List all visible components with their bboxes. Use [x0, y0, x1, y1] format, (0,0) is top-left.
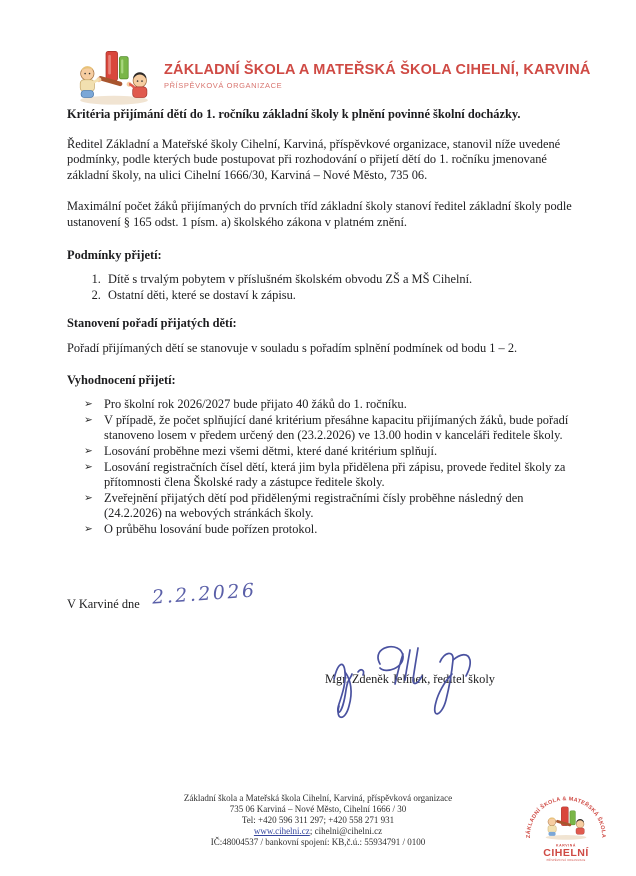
- evaluation-list: [67, 397, 574, 537]
- bullet-text: Losování registračních čísel dětí, která jim byla přidělena při zápisu, provede ředitel školy za přítomnosti člena Školské rady a zástupce ředitele školy.: [104, 459, 566, 490]
- letterhead-text: [164, 46, 591, 90]
- arrow-bullet-icon: ➢: [84, 491, 93, 504]
- bullet-text: Zveřejnění přijatých dětí pod přidělenými registračními čísly proběhne následný den (24.2.2026) na webových stránkách školy.: [104, 490, 524, 521]
- list-item: [67, 413, 574, 444]
- school-org-type: PŘÍSPĚVKOVÁ ORGANIZACE: [164, 81, 283, 90]
- bullet-text: V případě, že počet splňující dané kritérium přesáhne kapacitu přijímaných žáků, bude pořadí stanoveno losem v předem určený den (23.2.2026) ve 13.00 hodin v kanceláři ředitele školy.: [104, 412, 569, 443]
- arrow-bullet-icon: ➢: [84, 398, 93, 411]
- letterhead: [74, 46, 591, 110]
- list-item: [67, 397, 574, 413]
- stamp-org-type: PŘÍSPĚVKOVÁ ORGANIZACE: [546, 858, 586, 862]
- arrow-bullet-icon: ➢: [84, 413, 93, 426]
- contact-separator: ;: [309, 826, 315, 836]
- stamp-city: KARVINÁ: [556, 843, 576, 848]
- footer-line: IČ:48004537 / bankovní spojení: KB,č.ú.: 55934791 / 0100: [210, 837, 426, 847]
- school-stamp-logo: [510, 781, 622, 875]
- bullet-text: Losování proběhne mezi všemi dětmi, které dané kritérium splňují.: [104, 443, 438, 458]
- document-title: Kritéria přijímání dětí do 1. ročníku základní školy k plnění povinné školní docházky.: [67, 107, 521, 121]
- document-body: [67, 107, 574, 537]
- arrow-bullet-icon: ➢: [84, 522, 93, 535]
- website-link[interactable]: www.cihelni.cz: [253, 826, 310, 836]
- stamp-kids-icon: [546, 807, 587, 840]
- conditions-list: [67, 272, 574, 303]
- list-item: [67, 460, 574, 491]
- list-item: [67, 491, 574, 522]
- list-item: 2. Ostatní děti, které se dostaví k zápisu.: [104, 288, 574, 304]
- handwritten-date: 2.2.2026: [151, 579, 258, 609]
- school-logo-kids-icon: [74, 46, 154, 110]
- evaluation-heading: Vyhodnocení přijetí:: [67, 372, 176, 387]
- ordering-heading: Stanovení pořadí přijatých dětí:: [67, 316, 237, 331]
- intro-paragraph: Ředitel Základní a Mateřské školy Cihelní, Karviná, příspěvkové organizace, stanovil níže uvedené podmínky, podle kterých bude postupovat při rozhodování o přijetí dětí do 1. ročníku jmenované základní školy, na ulici Cihelní 1666/30, Karviná – Nové Město, 735 06.: [67, 136, 561, 182]
- footer-line: Tel: +420 596 311 297; +420 558 271 931: [241, 815, 395, 825]
- ordering-paragraph: Pořadí přijímaných dětí se stanovuje v souladu s pořadím splnění podmínek od bodu 1 – 2.: [67, 340, 518, 355]
- arrow-bullet-icon: ➢: [84, 444, 93, 457]
- bullet-text: O průběhu losování bude pořízen protokol.: [104, 521, 318, 536]
- stamp-arc-text: ZÁKLADNÍ ŠKOLA & MATEŘSKÁ ŠKOLA: [525, 796, 607, 839]
- list-item: [67, 522, 574, 538]
- footer-line: Základní škola a Mateřská škola Cihelní, Karviná, příspěvková organizace: [183, 793, 453, 803]
- capacity-paragraph: Maximální počet žáků přijímaných do prvních tříd základní školy stanoví ředitel základní školy podle ustanovení § 165 odst. 1 písm. a) školského zákona v platném znění.: [67, 199, 572, 229]
- conditions-heading: Podmínky přijetí:: [67, 247, 162, 262]
- school-name: ZÁKLADNÍ ŠKOLA A MATEŘSKÁ ŠKOLA CIHELNÍ, KARVINÁ: [164, 62, 591, 78]
- date-label: V Karviné dne: [67, 597, 140, 611]
- email-link[interactable]: cihelni@cihelni.cz: [314, 826, 383, 836]
- footer-line: 735 06 Karviná – Nové Město, Cihelní 1666 / 30: [229, 804, 407, 814]
- signatory-name: Mgr. Zdeněk Jelínek, ředitel školy: [325, 672, 495, 686]
- list-item: [67, 444, 574, 460]
- arrow-bullet-icon: ➢: [84, 460, 93, 473]
- bullet-text: Pro školní rok 2026/2027 bude přijato 40 žáků do 1. ročníku.: [104, 397, 407, 412]
- stamp-name: CIHELNÍ: [543, 847, 589, 860]
- list-item: 1. Dítě s trvalým pobytem v příslušném školském obvodu ZŠ a MŠ Cihelní.: [104, 272, 574, 288]
